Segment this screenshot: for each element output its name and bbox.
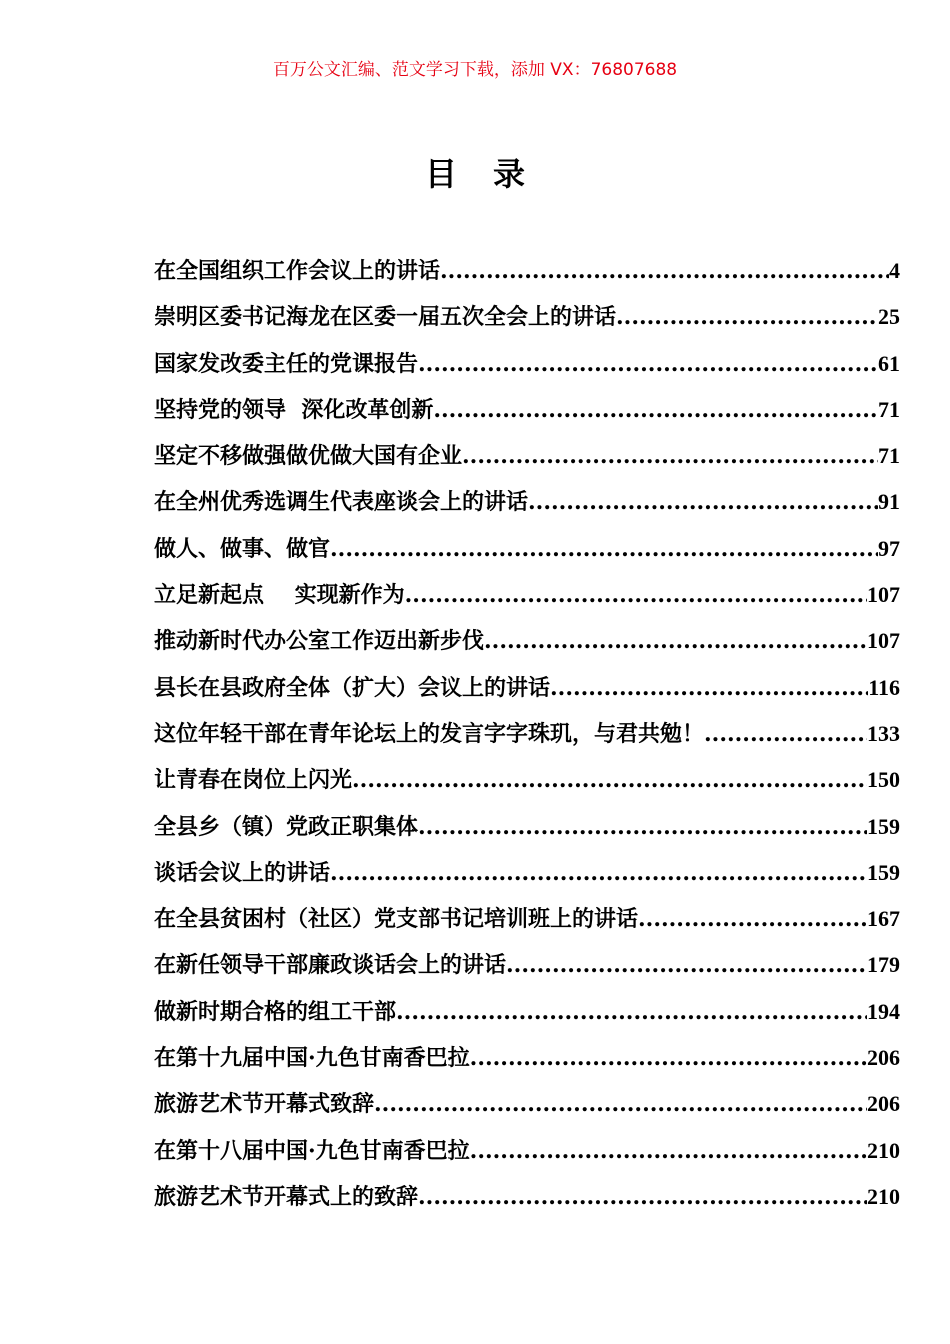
toc-leader-dots: [528, 479, 878, 525]
toc-entry-title: 在新任领导干部廉政谈话会上的讲话: [154, 952, 507, 979]
toc-leader-dots: [470, 1128, 867, 1174]
toc-entry-page: 61: [878, 350, 900, 376]
toc-entry-title: 在全县贫困村（社区）党支部书记培训班上的讲话: [154, 906, 639, 933]
toc-entry-page: 179: [867, 952, 900, 978]
toc-entry[interactable]: [154, 618, 900, 664]
toc-entry-page: 210: [867, 1137, 900, 1163]
toc-entry[interactable]: [154, 757, 900, 803]
toc-entry-page: 206: [867, 1045, 900, 1071]
toc-entry-title: 谈话会议上的讲话: [154, 859, 331, 886]
toc-entry-title: 崇明区委书记海龙在区委一届五次全会上的讲话: [154, 304, 617, 331]
toc-leader-dots: [616, 294, 878, 340]
toc-leader-dots: [374, 1081, 867, 1127]
toc-entry-title: 在全国组织工作会议上的讲话: [154, 258, 441, 284]
toc-entry-title: 县长在县政府全体（扩大）会议上的讲话: [154, 674, 551, 701]
toc-leader-dots: [638, 896, 867, 942]
toc-leader-dots: [418, 341, 878, 387]
toc-entry-title: 在第十八届中国·九色甘南香巴拉: [154, 1137, 470, 1164]
toc-leader-dots: [352, 757, 867, 803]
toc-entry-title: 国家发改委主任的党课报告: [154, 350, 419, 377]
toc-leader-dots: [405, 572, 867, 618]
toc-entry-title: 在第十九届中国·九色甘南香巴拉: [154, 1045, 470, 1072]
toc-leader-dots: [440, 248, 889, 294]
toc-entry-title: 全县乡（镇）党政正职集体: [154, 813, 419, 840]
toc-entry-page: 159: [867, 859, 900, 885]
toc-leader-dots: [330, 850, 867, 896]
toc-leader-dots: [506, 942, 867, 988]
toc-entry-page: 91: [878, 489, 900, 515]
toc-entry[interactable]: [154, 1128, 900, 1174]
toc-entry-title: 旅游艺术节开幕式上的致辞: [154, 1183, 419, 1210]
toc-entry-title: 立足新起点 实现新作为: [154, 582, 405, 609]
toc-entry-page: 159: [867, 813, 900, 839]
toc-entry[interactable]: [154, 896, 900, 942]
toc-entry-page: 107: [867, 628, 900, 654]
toc-leader-dots: [484, 618, 867, 664]
toc-leader-dots: [470, 1035, 867, 1081]
toc-entry-page: 97: [878, 535, 900, 561]
toc-entry[interactable]: [154, 387, 900, 433]
toc-entry-page: 206: [867, 1091, 900, 1117]
toc-entry[interactable]: [154, 479, 900, 525]
toc-entry-page: 167: [867, 906, 900, 932]
toc-entry[interactable]: [154, 341, 900, 387]
toc-entry-title: 旅游艺术节开幕式致辞: [154, 1091, 375, 1118]
toc-entry[interactable]: [154, 248, 900, 294]
toc-leader-dots: [396, 989, 867, 1035]
toc-entry-page: 4: [889, 258, 900, 283]
toc-entry[interactable]: [154, 804, 900, 850]
toc-entry[interactable]: [154, 942, 900, 988]
toc-entry[interactable]: [154, 1081, 900, 1127]
toc-entry-title: 让青春在岗位上闪光: [154, 767, 353, 794]
toc-entry-page: 25: [878, 304, 900, 330]
toc-leader-dots: [418, 804, 867, 850]
toc-entry[interactable]: [154, 989, 900, 1035]
page-title: 目录: [424, 155, 561, 193]
toc-entry-page: 194: [867, 998, 900, 1024]
toc-entry-page: 210: [867, 1183, 900, 1209]
toc-entry-page: 133: [867, 720, 900, 746]
toc-entry[interactable]: [154, 294, 900, 340]
toc-entry-title: 在全州优秀选调生代表座谈会上的讲话: [154, 489, 529, 516]
toc-entry-title: 坚定不移做强做优做大国有企业: [154, 443, 463, 470]
toc-entry-page: 71: [878, 443, 900, 469]
toc-entry-title: 坚持党的领导 深化改革创新: [154, 396, 434, 423]
toc-leader-dots: [704, 711, 867, 757]
toc-entry-title: 这位年轻干部在青年论坛上的发言字字珠玑，与君共勉！: [154, 720, 705, 747]
toc-entry-page: 107: [867, 582, 900, 608]
toc-entry[interactable]: [154, 711, 900, 757]
toc-entry[interactable]: [154, 1035, 900, 1081]
toc-entry[interactable]: [154, 433, 900, 479]
toc-entry[interactable]: [154, 850, 900, 896]
toc-entry-page: 71: [878, 396, 900, 422]
toc-entry-title: 做新时期合格的组工干部: [154, 998, 397, 1025]
toc-entry-title: 做人、做事、做官: [154, 535, 331, 562]
toc-entry[interactable]: [154, 572, 900, 618]
toc-entry-title: 推动新时代办公室工作迈出新步伐: [154, 628, 485, 655]
toc-leader-dots: [550, 665, 868, 711]
toc-entry[interactable]: [154, 665, 900, 711]
toc-entry-page: 150: [867, 767, 900, 793]
toc-leader-dots: [462, 433, 878, 479]
toc-entry-page: 116: [868, 674, 900, 700]
toc-leader-dots: [330, 526, 878, 572]
toc-leader-dots: [418, 1174, 867, 1220]
header-note: 百万公文汇编、范文学习下载，添加 VX：76807688: [272, 60, 678, 80]
toc-entry[interactable]: [154, 1174, 900, 1220]
table-of-contents: [154, 248, 900, 1220]
toc-leader-dots: [433, 387, 878, 433]
toc-entry[interactable]: [154, 526, 900, 572]
